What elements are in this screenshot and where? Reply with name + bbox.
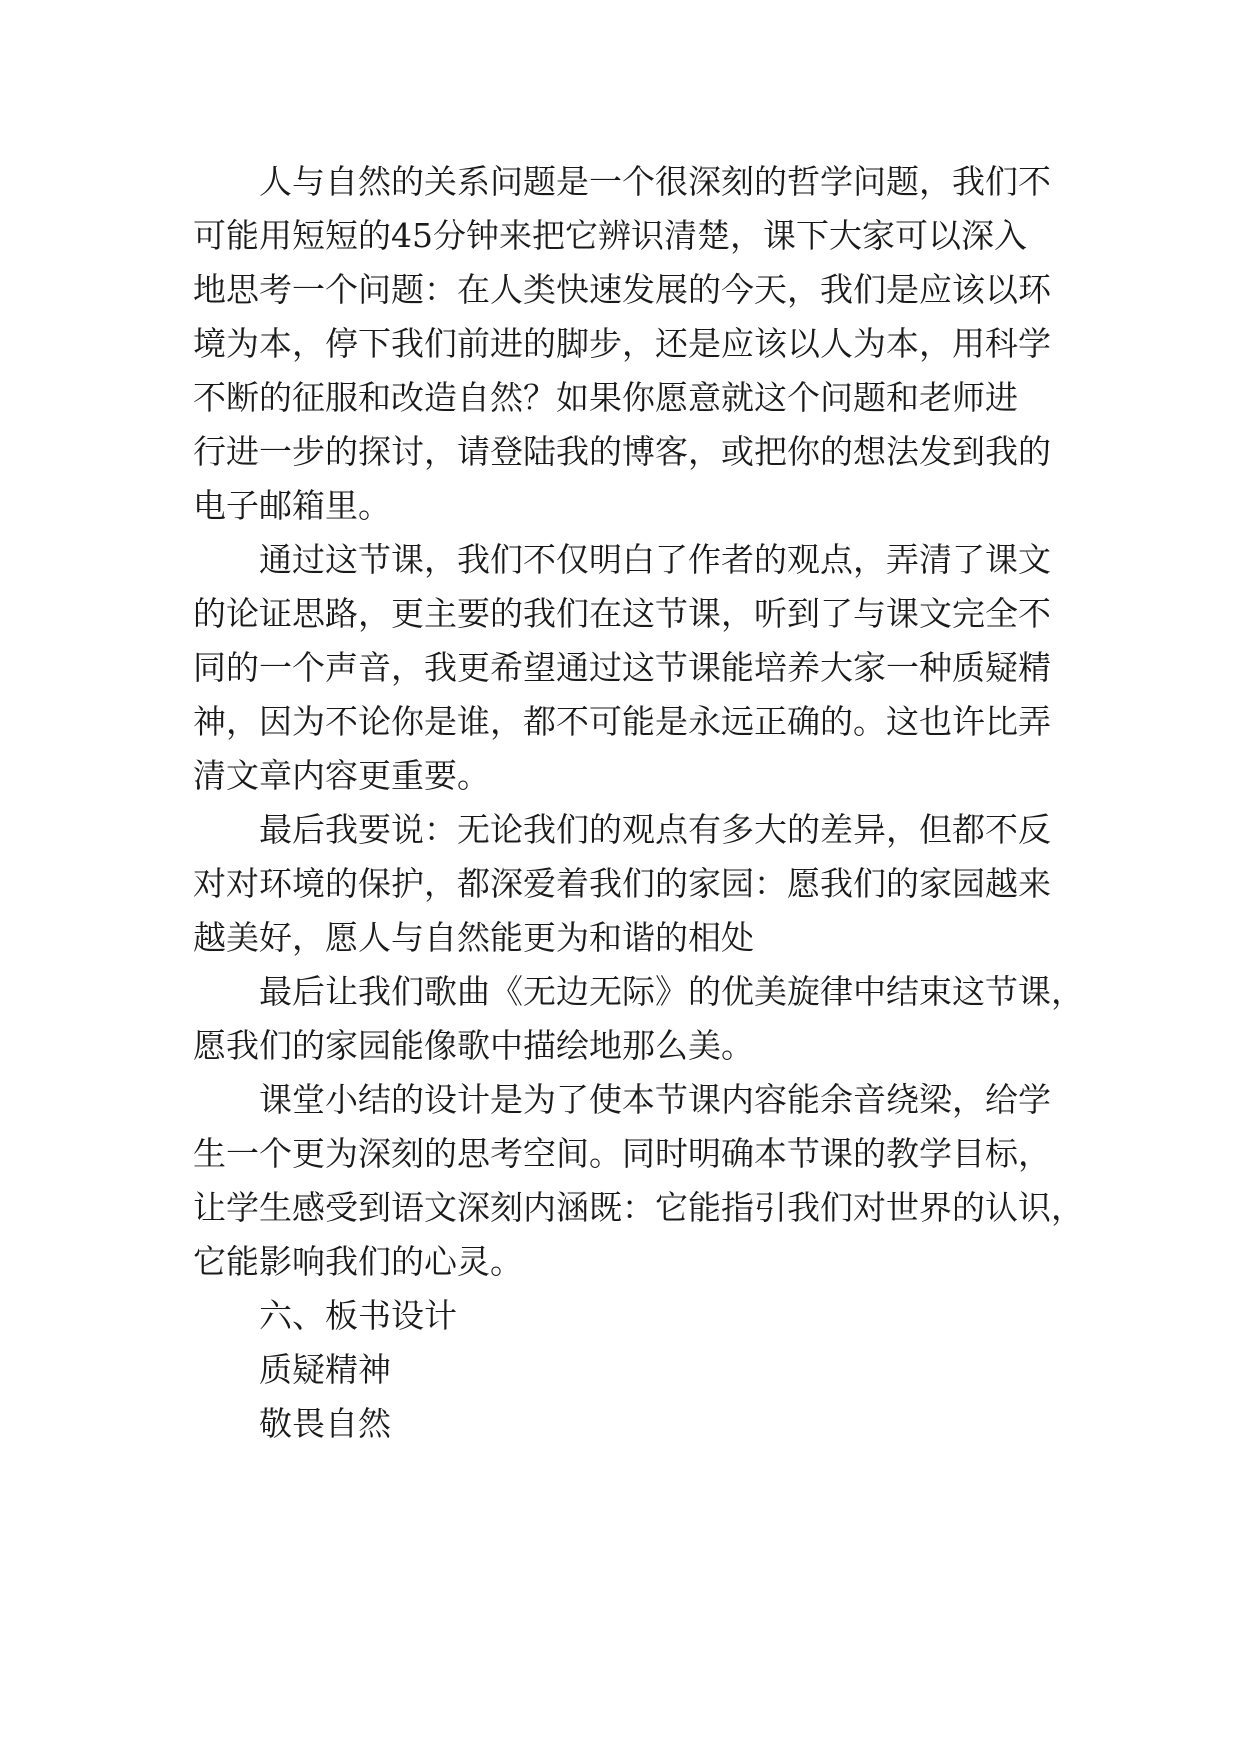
paragraph-3-line-3: 越美好，愿人与自然能更为和谐的相处 (193, 918, 754, 957)
paragraph-2-line-5: 清文章内容更重要。 (193, 756, 490, 795)
paragraph-5-line-1: 课堂小结的设计是为了使本节课内容能余音绕梁，给学 (259, 1080, 1051, 1119)
paragraph-4-line-2: 愿我们的家园能像歌中描绘地那么美。 (193, 1026, 754, 1065)
paragraph-1-line-6: 行进一步的探讨，请登陆我的博客，或把你的想法发到我的 (193, 432, 1051, 471)
paragraph-3-line-1: 最后我要说：无论我们的观点有多大的差异，但都不反 (259, 810, 1051, 849)
paragraph-3-line-2: 对对环境的保护，都深爱着我们的家园：愿我们的家园越来 (193, 864, 1051, 903)
paragraph-5-line-3: 让学生感受到语文深刻内涵既：它能指引我们对世界的认识， (193, 1188, 1084, 1227)
paragraph-2-line-3: 同的一个声音，我更希望通过这节课能培养大家一种质疑精 (193, 648, 1051, 687)
section-heading: 六、板书设计 (259, 1296, 457, 1335)
paragraph-1-line-3: 地思考一个问题：在人类快速发展的今天，我们是应该以环 (193, 270, 1051, 309)
board-item-2: 敬畏自然 (259, 1404, 391, 1443)
paragraph-5-line-2: 生一个更为深刻的思考空间。同时明确本节课的教学目标， (193, 1134, 1051, 1173)
paragraph-1-line-1: 人与自然的关系问题是一个很深刻的哲学问题，我们不 (259, 162, 1051, 201)
paragraph-1-line-4: 境为本，停下我们前进的脚步，还是应该以人为本，用科学 (193, 324, 1051, 363)
paragraph-1-line-7: 电子邮箱里。 (193, 486, 391, 525)
paragraph-2-line-1: 通过这节课，我们不仅明白了作者的观点，弄清了课文 (259, 540, 1051, 579)
paragraph-5-line-4: 它能影响我们的心灵。 (193, 1242, 523, 1281)
paragraph-2-line-4: 神，因为不论你是谁，都不可能是永远正确的。这也许比弄 (193, 702, 1051, 741)
paragraph-4-line-1: 最后让我们歌曲《无边无际》的优美旋律中结束这节课， (259, 972, 1084, 1011)
paragraph-2-line-2: 的论证思路，更主要的我们在这节课，听到了与课文完全不 (193, 594, 1051, 633)
paragraph-1-line-2: 可能用短短的45分钟来把它辨识清楚，课下大家可以深入 (193, 216, 1027, 255)
paragraph-1-line-5: 不断的征服和改造自然？如果你愿意就这个问题和老师进 (193, 378, 1018, 417)
board-item-1: 质疑精神 (259, 1350, 391, 1389)
